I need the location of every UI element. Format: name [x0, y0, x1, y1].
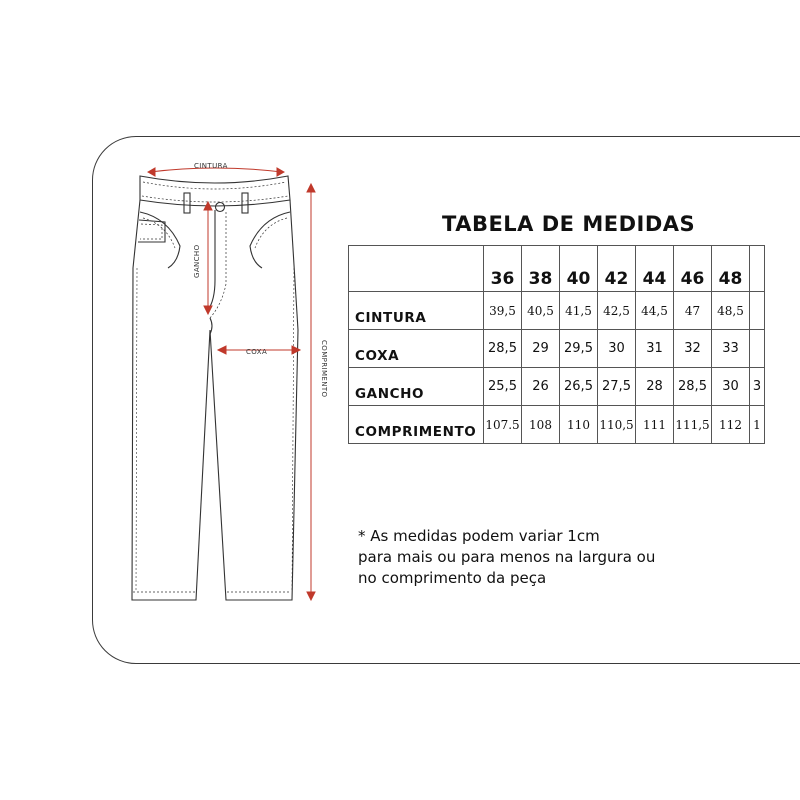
table-row: [349, 368, 765, 406]
note-line-2: para mais ou para menos na largura ou: [358, 548, 656, 566]
table-row: [349, 292, 765, 330]
label-cintura: CINTURA: [194, 162, 228, 170]
table-cell: 111: [636, 406, 674, 444]
label-comprimento: COMPRIMENTO: [320, 340, 328, 398]
label-coxa: COXA: [246, 348, 268, 356]
table-row: [349, 330, 765, 368]
table-cell: 110: [560, 406, 598, 444]
size-header-cell: [750, 246, 765, 292]
size-header-cell: 40: [560, 246, 598, 292]
button-icon: [216, 203, 225, 212]
table-cell: 26,5: [560, 368, 598, 406]
table-cell: 44,5: [636, 292, 674, 330]
waistband-outline: [140, 176, 290, 206]
page-title: TABELA DE MEDIDAS: [442, 212, 696, 236]
table-cell: 27,5: [598, 368, 636, 406]
table-cell: 41,5: [560, 292, 598, 330]
table-cell: 28,5: [674, 368, 712, 406]
table-cell: 32: [674, 330, 712, 368]
table-cell: 33: [712, 330, 750, 368]
table-cell: 112: [712, 406, 750, 444]
table-cell: [750, 330, 765, 368]
size-header-cell: 42: [598, 246, 636, 292]
table-cell: 25,5: [484, 368, 522, 406]
table-cell: 111,5: [674, 406, 712, 444]
table-cell: 42,5: [598, 292, 636, 330]
table-row: [349, 406, 765, 444]
table-cell: [750, 292, 765, 330]
table-cell: 28,5: [484, 330, 522, 368]
table-cell: 26: [522, 368, 560, 406]
table-cell: 48,5: [712, 292, 750, 330]
size-header-row: [349, 246, 765, 292]
table-cell: 107.5: [484, 406, 522, 444]
table-cell: 1: [750, 406, 765, 444]
note-line-1: * As medidas podem variar 1cm: [358, 527, 600, 545]
disclaimer-note: [358, 526, 655, 589]
table-cell: 29,5: [560, 330, 598, 368]
table-cell: 3: [750, 368, 765, 406]
size-header-cell: 38: [522, 246, 560, 292]
size-table: [348, 245, 765, 444]
row-label: COMPRIMENTO: [349, 406, 484, 444]
size-header-cell: 48: [712, 246, 750, 292]
row-label: GANCHO: [349, 368, 484, 406]
table-cell: 30: [712, 368, 750, 406]
table-cell: 110,5: [598, 406, 636, 444]
note-line-3: no comprimento da peça: [358, 569, 547, 587]
table-cell: 31: [636, 330, 674, 368]
size-header-cell: 44: [636, 246, 674, 292]
table-cell: 108: [522, 406, 560, 444]
label-gancho: GANCHO: [193, 244, 201, 278]
table-cell: 47: [674, 292, 712, 330]
table-cell: 29: [522, 330, 560, 368]
size-header-cell: 36: [484, 246, 522, 292]
table-cell: 28: [636, 368, 674, 406]
row-label: COXA: [349, 330, 484, 368]
table-cell: 30: [598, 330, 636, 368]
size-header-cell: 46: [674, 246, 712, 292]
table-corner-cell: [349, 246, 484, 292]
row-label: CINTURA: [349, 292, 484, 330]
table-cell: 39,5: [484, 292, 522, 330]
table-cell: 40,5: [522, 292, 560, 330]
